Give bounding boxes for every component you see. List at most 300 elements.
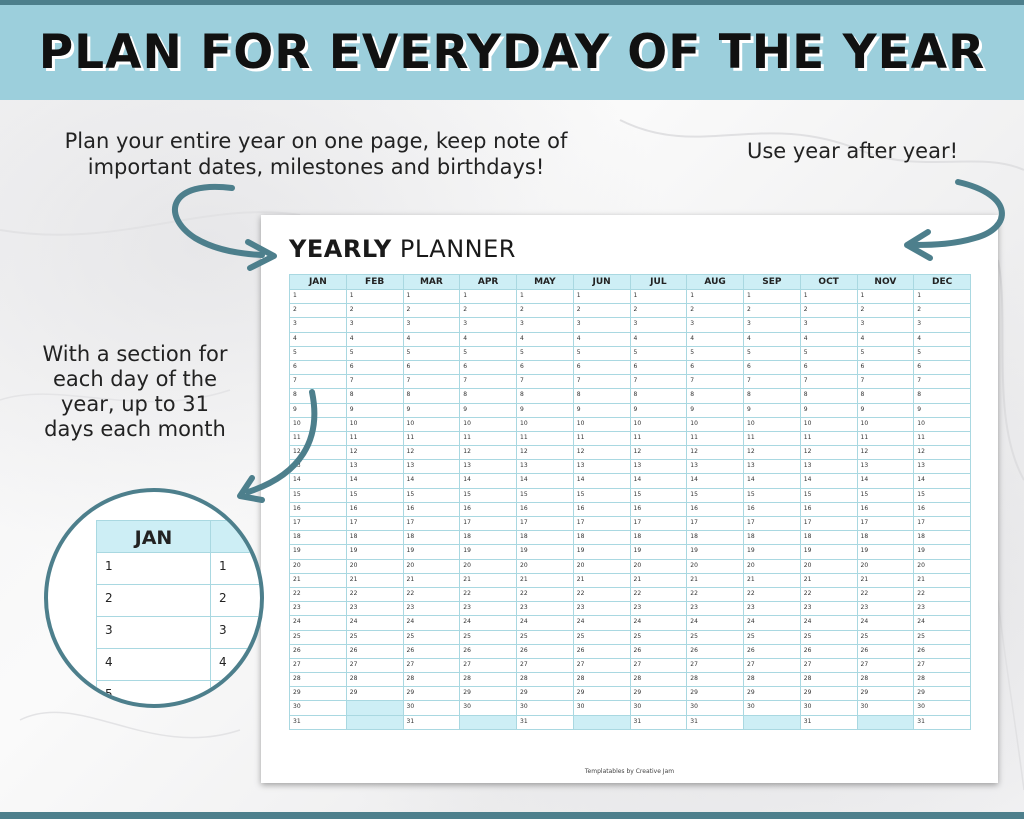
day-cell: 17 bbox=[290, 517, 346, 531]
day-cell: 31 bbox=[517, 716, 573, 730]
day-cell: 24 bbox=[631, 616, 687, 630]
month-column-jul bbox=[631, 274, 688, 730]
day-cell: 20 bbox=[801, 560, 857, 574]
day-cell: 30 bbox=[914, 701, 970, 715]
day-cell: 31 bbox=[631, 716, 687, 730]
day-cell: 17 bbox=[404, 517, 460, 531]
day-cell: 14 bbox=[290, 474, 346, 488]
day-cell: 29 bbox=[290, 687, 346, 701]
day-cell: 1 bbox=[744, 290, 800, 304]
day-cell: 10 bbox=[744, 418, 800, 432]
day-cell: 5 bbox=[404, 347, 460, 361]
day-cell: 18 bbox=[914, 531, 970, 545]
day-cell: 7 bbox=[631, 375, 687, 389]
day-cell: 7 bbox=[347, 375, 403, 389]
day-cell: 19 bbox=[404, 545, 460, 559]
empty-day-cell bbox=[744, 716, 800, 730]
day-cell: 6 bbox=[404, 361, 460, 375]
day-cell: 22 bbox=[347, 588, 403, 602]
day-cell: 25 bbox=[517, 631, 573, 645]
month-column-feb bbox=[347, 274, 404, 730]
day-cell: 2 bbox=[631, 304, 687, 318]
day-cell: 17 bbox=[517, 517, 573, 531]
empty-day-cell bbox=[347, 716, 403, 730]
day-cell: 20 bbox=[631, 560, 687, 574]
day-cell: 6 bbox=[574, 361, 630, 375]
day-cell: 7 bbox=[574, 375, 630, 389]
day-cell: 10 bbox=[687, 418, 743, 432]
day-cell: 23 bbox=[687, 602, 743, 616]
day-cell: 3 bbox=[404, 318, 460, 332]
day-cell: 8 bbox=[574, 389, 630, 403]
zoom-day-cell: 1 bbox=[96, 553, 210, 584]
day-cell: 31 bbox=[290, 716, 346, 730]
day-cell: 24 bbox=[404, 616, 460, 630]
day-cell: 10 bbox=[347, 418, 403, 432]
day-cell: 12 bbox=[914, 446, 970, 460]
day-cell: 4 bbox=[290, 333, 346, 347]
zoom-day-cell: 4 bbox=[96, 649, 210, 680]
day-cell: 12 bbox=[744, 446, 800, 460]
day-cell: 16 bbox=[290, 503, 346, 517]
day-cell: 20 bbox=[404, 560, 460, 574]
day-cell: 30 bbox=[404, 701, 460, 715]
zoom-day-cell-next: 4 bbox=[210, 649, 264, 680]
day-cell: 27 bbox=[460, 659, 516, 673]
day-cell: 14 bbox=[517, 474, 573, 488]
day-cell: 21 bbox=[290, 574, 346, 588]
day-cell: 24 bbox=[574, 616, 630, 630]
day-cell: 2 bbox=[517, 304, 573, 318]
day-cell: 11 bbox=[347, 432, 403, 446]
day-cell: 16 bbox=[687, 503, 743, 517]
day-cell: 1 bbox=[290, 290, 346, 304]
day-cell: 8 bbox=[744, 389, 800, 403]
day-cell: 5 bbox=[744, 347, 800, 361]
day-cell: 16 bbox=[574, 503, 630, 517]
day-cell: 29 bbox=[631, 687, 687, 701]
day-cell: 4 bbox=[801, 333, 857, 347]
day-cell: 8 bbox=[347, 389, 403, 403]
day-cell: 17 bbox=[460, 517, 516, 531]
day-cell: 16 bbox=[631, 503, 687, 517]
planner-title bbox=[289, 235, 516, 263]
day-cell: 1 bbox=[404, 290, 460, 304]
zoom-day-cell-next: 2 bbox=[210, 585, 264, 616]
day-cell: 18 bbox=[290, 531, 346, 545]
day-cell: 4 bbox=[460, 333, 516, 347]
day-cell: 25 bbox=[801, 631, 857, 645]
month-header: MAR bbox=[404, 274, 460, 290]
day-cell: 13 bbox=[460, 460, 516, 474]
zoom-next-month-header bbox=[210, 521, 264, 552]
day-cell: 17 bbox=[744, 517, 800, 531]
month-column-jan bbox=[290, 274, 347, 730]
day-cell: 9 bbox=[404, 404, 460, 418]
planner-grid bbox=[289, 274, 971, 730]
day-cell: 10 bbox=[404, 418, 460, 432]
day-cell: 23 bbox=[290, 602, 346, 616]
day-cell: 19 bbox=[687, 545, 743, 559]
day-cell: 11 bbox=[460, 432, 516, 446]
title-banner bbox=[0, 0, 1024, 100]
day-cell: 17 bbox=[801, 517, 857, 531]
day-cell: 20 bbox=[347, 560, 403, 574]
day-cell: 2 bbox=[574, 304, 630, 318]
month-column-mar bbox=[404, 274, 461, 730]
day-cell: 10 bbox=[517, 418, 573, 432]
day-cell: 8 bbox=[404, 389, 460, 403]
day-cell: 5 bbox=[858, 347, 914, 361]
day-cell: 25 bbox=[290, 631, 346, 645]
day-cell: 16 bbox=[858, 503, 914, 517]
zoom-header-row bbox=[96, 520, 264, 553]
day-cell: 26 bbox=[404, 645, 460, 659]
day-cell: 25 bbox=[858, 631, 914, 645]
day-cell: 15 bbox=[290, 489, 346, 503]
day-cell: 23 bbox=[744, 602, 800, 616]
day-cell: 13 bbox=[744, 460, 800, 474]
day-cell: 22 bbox=[744, 588, 800, 602]
day-cell: 15 bbox=[801, 489, 857, 503]
day-cell: 7 bbox=[404, 375, 460, 389]
day-cell: 29 bbox=[744, 687, 800, 701]
day-cell: 24 bbox=[744, 616, 800, 630]
day-cell: 5 bbox=[290, 347, 346, 361]
day-cell: 22 bbox=[687, 588, 743, 602]
month-header: OCT bbox=[801, 274, 857, 290]
day-cell: 15 bbox=[858, 489, 914, 503]
day-cell: 21 bbox=[914, 574, 970, 588]
day-cell: 12 bbox=[687, 446, 743, 460]
empty-day-cell bbox=[460, 716, 516, 730]
day-cell: 26 bbox=[290, 645, 346, 659]
day-cell: 29 bbox=[687, 687, 743, 701]
month-header: MAY bbox=[517, 274, 573, 290]
day-cell: 20 bbox=[914, 560, 970, 574]
day-cell: 3 bbox=[517, 318, 573, 332]
day-cell: 16 bbox=[744, 503, 800, 517]
day-cell: 24 bbox=[687, 616, 743, 630]
day-cell: 14 bbox=[801, 474, 857, 488]
day-cell: 6 bbox=[631, 361, 687, 375]
day-cell: 14 bbox=[404, 474, 460, 488]
month-header: AUG bbox=[687, 274, 743, 290]
day-cell: 2 bbox=[290, 304, 346, 318]
month-header: SEP bbox=[744, 274, 800, 290]
day-cell: 10 bbox=[801, 418, 857, 432]
day-cell: 15 bbox=[460, 489, 516, 503]
month-header: APR bbox=[460, 274, 516, 290]
day-cell: 12 bbox=[574, 446, 630, 460]
day-cell: 1 bbox=[687, 290, 743, 304]
day-cell: 30 bbox=[687, 701, 743, 715]
day-cell: 14 bbox=[574, 474, 630, 488]
day-cell: 3 bbox=[801, 318, 857, 332]
planner-title-rest: PLANNER bbox=[399, 235, 516, 263]
day-cell: 12 bbox=[858, 446, 914, 460]
day-cell: 25 bbox=[574, 631, 630, 645]
day-cell: 19 bbox=[290, 545, 346, 559]
day-cell: 14 bbox=[347, 474, 403, 488]
day-cell: 26 bbox=[858, 645, 914, 659]
day-cell: 17 bbox=[574, 517, 630, 531]
day-cell: 3 bbox=[290, 318, 346, 332]
day-cell: 10 bbox=[631, 418, 687, 432]
day-cell: 15 bbox=[404, 489, 460, 503]
day-cell: 3 bbox=[687, 318, 743, 332]
day-cell: 17 bbox=[347, 517, 403, 531]
day-cell: 5 bbox=[631, 347, 687, 361]
day-cell: 23 bbox=[914, 602, 970, 616]
zoom-day-cell: 5 bbox=[96, 681, 210, 708]
day-cell: 9 bbox=[801, 404, 857, 418]
bottom-bar bbox=[0, 812, 1024, 819]
day-cell: 2 bbox=[858, 304, 914, 318]
day-cell: 15 bbox=[687, 489, 743, 503]
zoom-day-cell-next: 1 bbox=[210, 553, 264, 584]
day-cell: 28 bbox=[290, 673, 346, 687]
day-cell: 6 bbox=[460, 361, 516, 375]
day-cell: 14 bbox=[687, 474, 743, 488]
day-cell: 8 bbox=[517, 389, 573, 403]
note-reuse: Use year after year! bbox=[746, 139, 959, 163]
day-cell: 23 bbox=[631, 602, 687, 616]
day-cell: 27 bbox=[801, 659, 857, 673]
day-cell: 7 bbox=[687, 375, 743, 389]
month-header: JUL bbox=[631, 274, 687, 290]
yearly-planner-sheet bbox=[261, 215, 998, 783]
day-cell: 17 bbox=[631, 517, 687, 531]
planner-footer: Templatables by Creative Jam bbox=[584, 768, 675, 775]
day-cell: 29 bbox=[347, 687, 403, 701]
day-cell: 30 bbox=[744, 701, 800, 715]
day-cell: 11 bbox=[914, 432, 970, 446]
day-cell: 24 bbox=[801, 616, 857, 630]
zoom-day-cell: 2 bbox=[96, 585, 210, 616]
day-cell: 21 bbox=[460, 574, 516, 588]
day-cell: 5 bbox=[914, 347, 970, 361]
day-cell: 9 bbox=[631, 404, 687, 418]
day-cell: 23 bbox=[801, 602, 857, 616]
day-cell: 23 bbox=[347, 602, 403, 616]
day-cell: 16 bbox=[404, 503, 460, 517]
day-cell: 21 bbox=[744, 574, 800, 588]
day-cell: 30 bbox=[290, 701, 346, 715]
month-column-nov bbox=[858, 274, 915, 730]
day-cell: 27 bbox=[687, 659, 743, 673]
day-cell: 29 bbox=[858, 687, 914, 701]
day-cell: 24 bbox=[517, 616, 573, 630]
day-cell: 16 bbox=[914, 503, 970, 517]
zoom-row bbox=[96, 553, 264, 585]
day-cell: 6 bbox=[347, 361, 403, 375]
empty-day-cell bbox=[347, 701, 403, 715]
day-cell: 20 bbox=[517, 560, 573, 574]
day-cell: 13 bbox=[801, 460, 857, 474]
day-cell: 6 bbox=[858, 361, 914, 375]
empty-day-cell bbox=[858, 716, 914, 730]
day-cell: 2 bbox=[914, 304, 970, 318]
day-cell: 20 bbox=[460, 560, 516, 574]
day-cell: 1 bbox=[858, 290, 914, 304]
day-cell: 9 bbox=[460, 404, 516, 418]
day-cell: 10 bbox=[460, 418, 516, 432]
day-cell: 1 bbox=[347, 290, 403, 304]
day-cell: 26 bbox=[744, 645, 800, 659]
day-cell: 9 bbox=[290, 404, 346, 418]
day-cell: 1 bbox=[631, 290, 687, 304]
day-cell: 14 bbox=[460, 474, 516, 488]
day-cell: 27 bbox=[347, 659, 403, 673]
day-cell: 18 bbox=[744, 531, 800, 545]
day-cell: 25 bbox=[631, 631, 687, 645]
day-cell: 28 bbox=[858, 673, 914, 687]
day-cell: 30 bbox=[460, 701, 516, 715]
day-cell: 12 bbox=[404, 446, 460, 460]
day-cell: 27 bbox=[631, 659, 687, 673]
note-daily-sections: With a section for each day of the year, up to 31 days each month bbox=[42, 342, 228, 441]
day-cell: 3 bbox=[574, 318, 630, 332]
day-cell: 5 bbox=[347, 347, 403, 361]
day-cell: 23 bbox=[858, 602, 914, 616]
day-cell: 28 bbox=[687, 673, 743, 687]
day-cell: 12 bbox=[517, 446, 573, 460]
day-cell: 28 bbox=[404, 673, 460, 687]
day-cell: 18 bbox=[517, 531, 573, 545]
month-column-aug bbox=[687, 274, 744, 730]
day-cell: 26 bbox=[460, 645, 516, 659]
day-cell: 7 bbox=[914, 375, 970, 389]
day-cell: 13 bbox=[858, 460, 914, 474]
zoom-day-cell: 3 bbox=[96, 617, 210, 648]
zoom-month-header: JAN bbox=[96, 521, 210, 552]
day-cell: 13 bbox=[347, 460, 403, 474]
day-cell: 9 bbox=[687, 404, 743, 418]
day-cell: 7 bbox=[858, 375, 914, 389]
day-cell: 21 bbox=[347, 574, 403, 588]
day-cell: 27 bbox=[404, 659, 460, 673]
day-cell: 15 bbox=[744, 489, 800, 503]
day-cell: 2 bbox=[687, 304, 743, 318]
day-cell: 18 bbox=[801, 531, 857, 545]
day-cell: 26 bbox=[801, 645, 857, 659]
day-cell: 28 bbox=[631, 673, 687, 687]
day-cell: 12 bbox=[460, 446, 516, 460]
day-cell: 25 bbox=[347, 631, 403, 645]
day-cell: 30 bbox=[858, 701, 914, 715]
day-cell: 31 bbox=[801, 716, 857, 730]
day-cell: 6 bbox=[687, 361, 743, 375]
day-cell: 9 bbox=[858, 404, 914, 418]
day-cell: 20 bbox=[744, 560, 800, 574]
day-cell: 11 bbox=[574, 432, 630, 446]
day-cell: 23 bbox=[574, 602, 630, 616]
day-cell: 28 bbox=[517, 673, 573, 687]
day-cell: 14 bbox=[631, 474, 687, 488]
day-cell: 24 bbox=[858, 616, 914, 630]
day-cell: 28 bbox=[574, 673, 630, 687]
day-cell: 21 bbox=[631, 574, 687, 588]
day-cell: 9 bbox=[914, 404, 970, 418]
day-cell: 1 bbox=[914, 290, 970, 304]
day-cell: 3 bbox=[631, 318, 687, 332]
day-cell: 26 bbox=[517, 645, 573, 659]
day-cell: 17 bbox=[687, 517, 743, 531]
day-cell: 21 bbox=[687, 574, 743, 588]
day-cell: 1 bbox=[801, 290, 857, 304]
day-cell: 13 bbox=[290, 460, 346, 474]
day-cell: 18 bbox=[347, 531, 403, 545]
zoom-day-cell-next: 5 bbox=[210, 681, 264, 708]
day-cell: 1 bbox=[517, 290, 573, 304]
day-cell: 19 bbox=[858, 545, 914, 559]
month-column-jun bbox=[574, 274, 631, 730]
day-cell: 12 bbox=[290, 446, 346, 460]
day-cell: 26 bbox=[631, 645, 687, 659]
day-cell: 4 bbox=[687, 333, 743, 347]
day-cell: 4 bbox=[347, 333, 403, 347]
day-cell: 6 bbox=[744, 361, 800, 375]
day-cell: 7 bbox=[290, 375, 346, 389]
day-cell: 14 bbox=[858, 474, 914, 488]
day-cell: 21 bbox=[404, 574, 460, 588]
day-cell: 11 bbox=[858, 432, 914, 446]
day-cell: 11 bbox=[744, 432, 800, 446]
month-column-dec bbox=[914, 274, 971, 730]
day-cell: 18 bbox=[631, 531, 687, 545]
day-cell: 6 bbox=[801, 361, 857, 375]
day-cell: 2 bbox=[801, 304, 857, 318]
month-column-apr bbox=[460, 274, 517, 730]
day-cell: 21 bbox=[574, 574, 630, 588]
day-cell: 31 bbox=[404, 716, 460, 730]
day-cell: 26 bbox=[687, 645, 743, 659]
day-cell: 29 bbox=[517, 687, 573, 701]
day-cell: 31 bbox=[914, 716, 970, 730]
day-cell: 24 bbox=[914, 616, 970, 630]
day-cell: 13 bbox=[914, 460, 970, 474]
day-cell: 8 bbox=[290, 389, 346, 403]
day-cell: 10 bbox=[574, 418, 630, 432]
zoom-table bbox=[96, 520, 264, 708]
day-cell: 8 bbox=[914, 389, 970, 403]
day-cell: 13 bbox=[631, 460, 687, 474]
day-cell: 2 bbox=[460, 304, 516, 318]
day-cell: 6 bbox=[914, 361, 970, 375]
month-header: DEC bbox=[914, 274, 970, 290]
day-cell: 19 bbox=[517, 545, 573, 559]
day-cell: 11 bbox=[404, 432, 460, 446]
day-cell: 10 bbox=[290, 418, 346, 432]
day-cell: 20 bbox=[574, 560, 630, 574]
day-cell: 27 bbox=[858, 659, 914, 673]
month-header: FEB bbox=[347, 274, 403, 290]
day-cell: 28 bbox=[347, 673, 403, 687]
day-cell: 25 bbox=[460, 631, 516, 645]
day-cell: 18 bbox=[460, 531, 516, 545]
day-cell: 8 bbox=[858, 389, 914, 403]
day-cell: 20 bbox=[290, 560, 346, 574]
day-cell: 22 bbox=[858, 588, 914, 602]
day-cell: 19 bbox=[347, 545, 403, 559]
day-cell: 9 bbox=[574, 404, 630, 418]
day-cell: 4 bbox=[404, 333, 460, 347]
day-cell: 11 bbox=[290, 432, 346, 446]
day-cell: 5 bbox=[574, 347, 630, 361]
day-cell: 27 bbox=[574, 659, 630, 673]
day-cell: 15 bbox=[914, 489, 970, 503]
